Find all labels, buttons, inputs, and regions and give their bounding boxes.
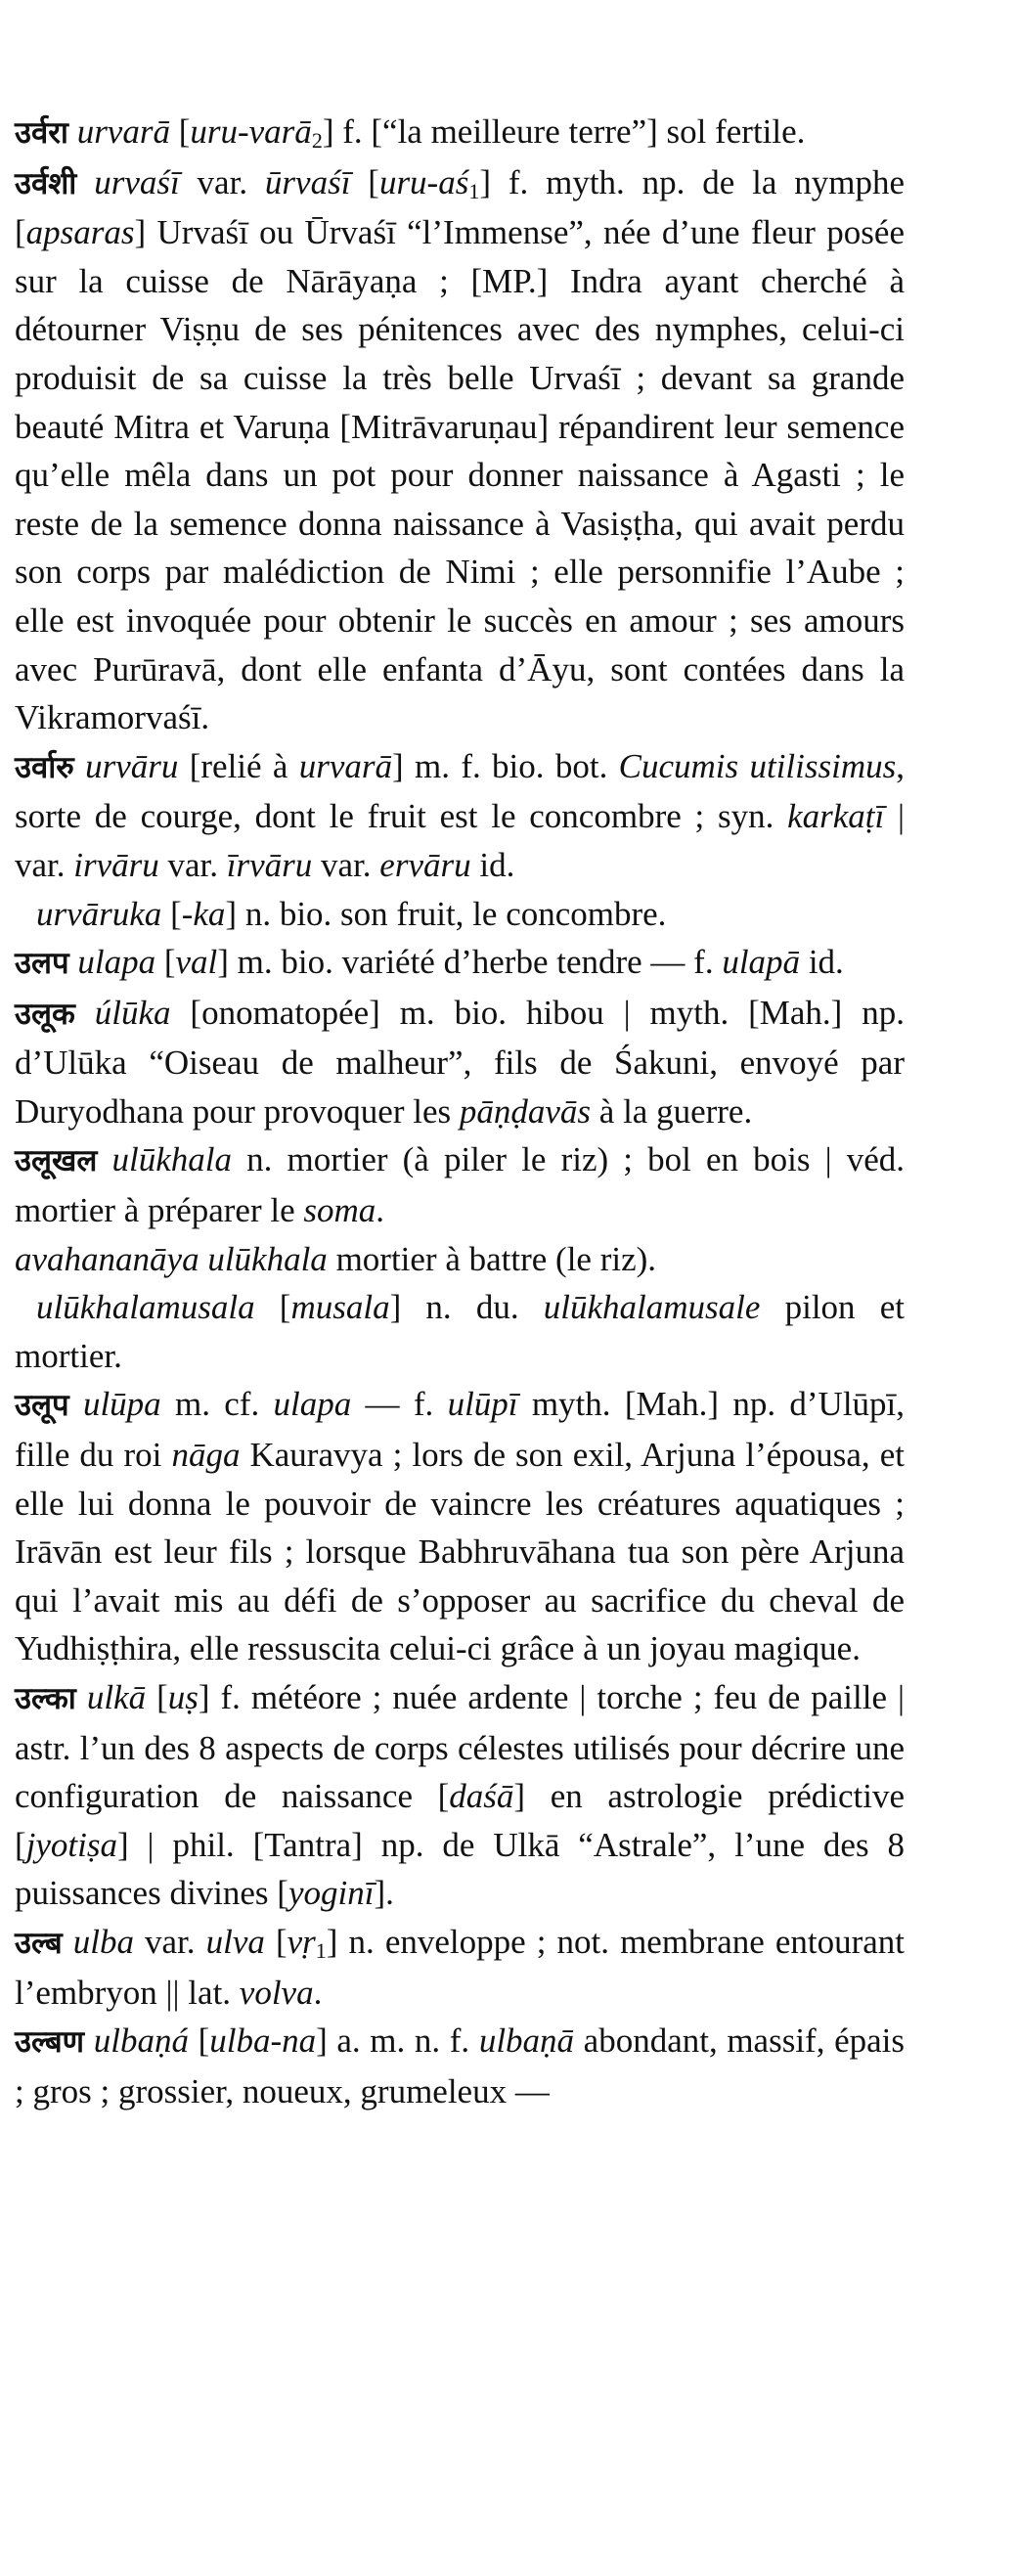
entry-text xyxy=(97,1140,111,1178)
entry-text: [ xyxy=(188,2021,210,2061)
headword-devanagari: उल्का xyxy=(15,1681,76,1716)
headword-devanagari: उल्बण xyxy=(15,2024,85,2061)
dictionary-entry xyxy=(15,108,905,158)
entry-text: ] m. f. bio. bot. xyxy=(392,746,619,785)
headword-devanagari: उर्वशी xyxy=(15,165,77,201)
italic-term: soma xyxy=(303,1191,376,1230)
entry-text: m. cf. xyxy=(160,1385,274,1424)
entry-text: ] f. météore ; nuée ardente | torche ; feu de paille | astr. l’un des 8 aspects de corps célestes utilisés pour décrire une configuration de naissance [ xyxy=(15,1678,906,1816)
entry-text: ] n. bio. son fruit, le concombre. xyxy=(225,894,667,933)
dictionary-entry xyxy=(15,1918,905,2017)
entry-text: abondant, massif, épais ; gros ; grossier, noueux, grumeleux — xyxy=(15,2021,905,2110)
italic-term: urvāru xyxy=(85,746,179,785)
italic-term: Cucumis utilissimus xyxy=(618,746,897,785)
entry-text: ] n. du. xyxy=(389,1288,544,1327)
italic-term: karkaṭī xyxy=(787,797,885,836)
dictionary-entry xyxy=(15,742,905,890)
italic-term: uṣ xyxy=(167,1678,199,1716)
italic-term: uru-varā xyxy=(190,112,312,151)
dictionary-entry xyxy=(15,1380,905,1673)
italic-term: ulapa xyxy=(273,1385,352,1424)
italic-term: musala xyxy=(290,1288,390,1327)
dictionary-subentry xyxy=(15,1283,905,1380)
italic-term: urvaśī xyxy=(94,162,180,201)
italic-term: ulūkhala xyxy=(111,1140,232,1179)
entry-text: mortier à battre (le riz). xyxy=(327,1239,657,1278)
headword-devanagari: उल्ब xyxy=(15,1925,63,1961)
entry-text: — f. xyxy=(351,1385,448,1424)
entry-text: var. xyxy=(312,845,380,884)
italic-term: ulapā xyxy=(722,943,801,982)
dictionary-entry xyxy=(15,938,905,989)
entry-text: myth. [Mah.] np. d’Ulūpī, fille du roi xyxy=(15,1385,906,1475)
dictionary-page xyxy=(15,108,905,2115)
headword-devanagari: उलप xyxy=(15,946,69,982)
entry-text: ] Urvaśī ou Ūrvaśī “l’Immense”, née d’une fleur posée sur la cuisse de Nārāyaṇa ; [MP.] Indra ayant cherché à détourner Viṣṇu de ses pénitences avec des nymphes, celui-ci produisit de sa cuisse la très belle Urvaśī ; devant sa grande beauté Mitra et Varuṇa [Mitrāvaruṇau] répandirent leur semence qu’elle mêla dans un pot pour donner naissance à Agasti ; le reste de la semence donna naissance à Vasiṣṭha, qui avait perdu son corps par malédiction de Nimi ; elle personnifie l’Aube ; elle est invoquée pour obtenir le succès en amour ; ses amours avec Purūravā, dont elle enfanta d’Āyu, sont contées dans la Vikramorvaśī. xyxy=(15,213,905,737)
italic-term: nāga xyxy=(171,1436,241,1475)
italic-term: yoginī xyxy=(287,1874,375,1913)
italic-term: daśā xyxy=(449,1777,514,1816)
headword-devanagari: उर्वरा xyxy=(15,115,68,151)
entry-text: [- xyxy=(161,894,194,933)
entry-text: [relié à xyxy=(178,746,299,785)
entry-text: ] a. m. n. f. xyxy=(316,2021,479,2061)
italic-term: ervāru xyxy=(379,845,471,884)
entry-text: [ xyxy=(350,162,379,201)
entry-text xyxy=(74,747,85,785)
entry-text xyxy=(84,2021,94,2060)
entry-text: [ xyxy=(155,943,176,982)
dictionary-entry xyxy=(15,989,905,1136)
entry-text xyxy=(63,1923,73,1961)
entry-text xyxy=(75,994,95,1032)
italic-term: urvāruka xyxy=(36,894,162,933)
homonym-index: 1 xyxy=(468,178,480,203)
headword-devanagari: उलूप xyxy=(15,1388,69,1424)
entry-text: à la guerre. xyxy=(591,1091,753,1131)
entry-text: id. xyxy=(470,845,515,884)
entry-text xyxy=(76,1678,87,1716)
entry-text: ] en astrologie prédictive [ xyxy=(15,1777,905,1864)
italic-term: ulūkhalamusala xyxy=(36,1288,255,1327)
entry-text: var. xyxy=(133,1922,206,1961)
headword-devanagari: उलूक xyxy=(15,996,75,1032)
italic-term: ulūkhalamusale xyxy=(543,1288,761,1327)
italic-term: ulva xyxy=(205,1922,265,1961)
italic-term: ka xyxy=(193,894,226,933)
entry-text: var. xyxy=(179,162,265,201)
italic-term: ulbaṇá xyxy=(93,2021,189,2061)
italic-term: uru-aś xyxy=(378,162,469,201)
italic-term: volva xyxy=(239,1973,314,2012)
italic-term: vṛ xyxy=(287,1922,316,1961)
italic-term: ulapa xyxy=(77,943,156,982)
entry-text: ]. xyxy=(374,1874,394,1913)
entry-text xyxy=(69,1385,83,1423)
italic-term: irvāru xyxy=(73,845,159,884)
italic-term: īrvāru xyxy=(226,845,313,884)
entry-text: ] f. myth. np. de la nymphe [ xyxy=(15,162,906,252)
italic-term: ulūpa xyxy=(82,1385,161,1424)
italic-term: avahananāya ulūkhala xyxy=(15,1239,328,1278)
italic-term: ūrvaśī xyxy=(264,162,351,201)
entry-text: [onomatopée] m. bio. hibou | myth. [Mah.] np. d’Ulūka “Oiseau de malheur”, fils de Śakuni, envoyé par Duryodhana pour provoquer les xyxy=(15,993,905,1131)
italic-term: ulba xyxy=(72,1922,134,1961)
dictionary-entry xyxy=(15,1673,905,1918)
dictionary-subentry xyxy=(15,1235,905,1284)
italic-term: ulkā xyxy=(86,1678,147,1716)
entry-text: n. mortier (à piler le riz) ; bol en bois | véd. mortier à préparer le xyxy=(15,1140,905,1230)
entry-text: Kauravya ; lors de son exil, Arjuna l’épousa, et elle lui donna le pouvoir de vaincre les créatures aquatiques ; Irāvān est leur fils ; lorsque Babhruvāhana tua son père Arjuna qui l’avait mis au défi de s’opposer au sacrifice du cheval de Yudhiṣṭhira, elle ressuscita celui-ci grâce à un joyau magique. xyxy=(15,1436,905,1668)
homonym-index: 2 xyxy=(311,128,323,153)
dictionary-entry xyxy=(15,2017,905,2115)
entry-text: pilon et mortier. xyxy=(15,1288,905,1375)
entry-text xyxy=(76,163,94,201)
entry-text: var. xyxy=(158,845,227,884)
entry-text: ] n. enveloppe ; not. membrane entourant l’embryon || lat. xyxy=(15,1922,906,2012)
entry-text: [ xyxy=(169,112,191,151)
entry-text: ] m. bio. variété d’herbe tendre — f. xyxy=(217,943,723,982)
italic-term: úlūka xyxy=(94,993,171,1032)
entry-text xyxy=(68,112,77,151)
italic-term: urvarā xyxy=(298,746,393,785)
italic-term: ulbaṇā xyxy=(478,2021,575,2061)
italic-term: jyotiṣa xyxy=(25,1825,117,1864)
homonym-index: 1 xyxy=(315,1937,327,1963)
italic-term: val xyxy=(175,943,218,982)
entry-text: . xyxy=(376,1191,385,1230)
italic-term: ulūpī xyxy=(447,1385,518,1424)
italic-term: urvarā xyxy=(76,112,170,151)
entry-text: id. xyxy=(800,943,844,982)
entry-text: ] f. [“la meilleure terre”] sol fertile. xyxy=(322,112,806,151)
entry-text: [ xyxy=(264,1922,287,1961)
entry-text: . xyxy=(313,1973,323,2012)
entry-text: ] | phil. [Tantra] np. de Ulkā “Astrale”, l’une des 8 puissances divines [ xyxy=(15,1825,905,1913)
entry-text: , sorte de courge, dont le fruit est le concombre ; syn. xyxy=(15,746,905,836)
dictionary-entry xyxy=(15,1135,905,1234)
italic-term: ulba-na xyxy=(209,2021,317,2061)
headword-devanagari: उलूखल xyxy=(15,1143,98,1179)
headword-devanagari: उर्वारु xyxy=(15,749,74,785)
dictionary-subentry xyxy=(15,890,905,939)
entry-text: [ xyxy=(254,1288,291,1327)
italic-term: apsaras xyxy=(25,213,135,252)
entry-text: | var. xyxy=(15,797,905,884)
entry-text: [ xyxy=(146,1678,168,1716)
italic-term: pāṇḍavās xyxy=(459,1091,592,1131)
dictionary-entry xyxy=(15,158,905,742)
